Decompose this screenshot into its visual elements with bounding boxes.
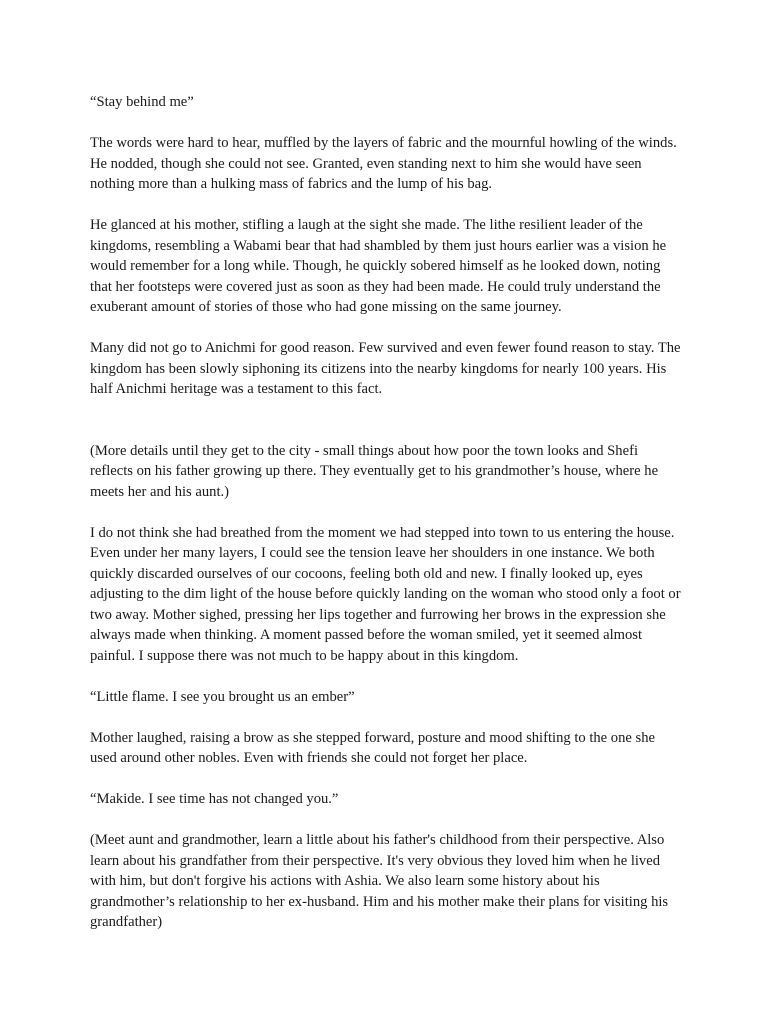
paragraph-spacer [90, 420, 682, 441]
paragraph-makide: “Makide. I see time has not changed you.” [90, 791, 339, 807]
paragraph-anichmi: Many did not go to Anichmi for good reason. Few survived and even fewer found reason to stay. The kingdom has been slowly siphoning its citizens into the nearby kingdoms for nearly 100 years. His half Anichmi heritage was a testament to this fact. [90, 340, 681, 397]
paragraph-note-city: (More details until they get to the city - small things about how poor the town looks and Shefi reflects on his father growing up there. They eventually get to his grandmother’s house, where he meets her and his aunt.) [90, 442, 659, 500]
paragraph-entering-house: I do not think she had breathed from the moment we had stepped into town to us entering the house. Even under her many layers, I could see the tension leave her shoulders in one instance. We both quickly discarded ourselves of our cocoons, feeling both old and new. I finally looked up, eyes adjusting to the dim light of the house before quickly landing on the woman who stood only a foot or two away. Mother sighed, pressing her lips together and furrowing her brows in the expression she always made when thinking. A moment passed before the woman smiled, yet it seemed almost painful. I suppose there was not much to be happy about in this kingdom. [90, 524, 681, 664]
paragraph-mother-laughed: Mother laughed, raising a brow as she stepped forward, posture and mood shifting to the one she used around other nobles. Even with friends she could not forget her place. [90, 729, 655, 766]
paragraph-mother-glance: He glanced at his mother, stifling a laugh at the sight she made. The lithe resilient leader of the kingdoms, resembling a Wabami bear that had shambled by them just hours earlier was a vision he would remember for a long while. Though, he quickly sobered himself as he looked down, noting that her footsteps were covered just as soon as they had been made. He could truly understand the exuberant amount of stories of those who had gone missing on the same journey. [90, 217, 667, 315]
paragraph-note-aunt: (Meet aunt and grandmother, learn a little about his father's childhood from their perspective. Also learn about his grandfather from their perspective. It's very obvious they loved him when he lived with him, but don't forgive his actions with Ashia. We also learn some history about his grandmother’s relationship to her ex-husband. Him and his mother make their plans for visiting his grandfather) [90, 832, 669, 930]
paragraph-little-flame: “Little flame. I see you brought us an ember” [90, 688, 355, 705]
document-body [90, 92, 682, 953]
paragraph-muffled-words: The words were hard to hear, muffled by the layers of fabric and the mournful howling of the winds. He nodded, though she could not see. Granted, even standing next to him she would have seen nothing more than a hulking mass of fabrics and the lump of his bag. [90, 135, 677, 192]
paragraph-stay-behind: “Stay behind me” [90, 94, 194, 110]
